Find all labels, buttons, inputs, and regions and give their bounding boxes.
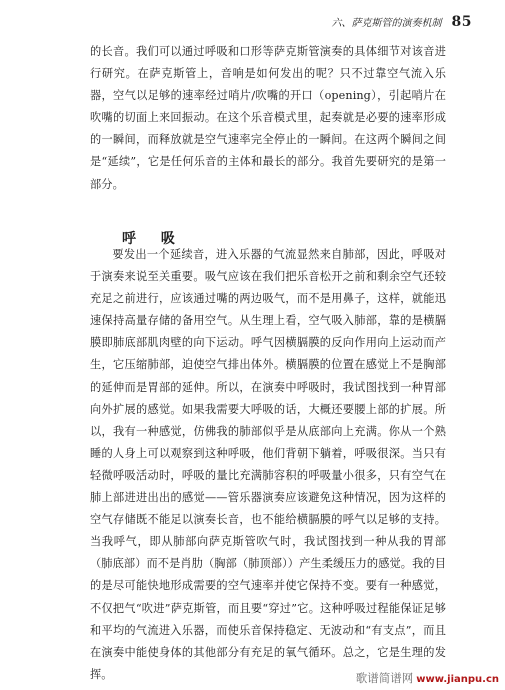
watermark-site-name: 歌谱简谱网: [355, 671, 414, 685]
paragraph: 要发出一个延续音，进入乐器的气流显然来自肺部，因此，呼吸对于演奏来说至关重要。吸气应该在我们把乐音松开之前和剩余空气还较充足之前进行，应该通过嘴的两边吸气，而不是用鼻子，这样，就能迅速保持高量存储的备用空气。从生理上看，空气吸入肺部，靠的是横膈膜即肺底部肌肉壁的向下运动。呼气因横膈膜的反向作用向上运动而产生，它压缩肺部，迫使空气排出体外。横膈膜的位置在感觉上不是胸部的延伸而是胃部的延伸。所以，在演奏中呼吸时，我试图找到一种胃部向外扩展的感觉。如果我需要大呼吸的话，大概还要腰上部的扩展。所以，我有一种感觉，仿佛我的肺部似乎是从底部向上充满。你从一个熟睡的人身上可以观察到这种呼吸，他们背朝下躺着，呼吸很深。当只有轻微呼吸活动时，呼吸的量比充满肺容积的呼吸量小很多，只有空气在肺上部进进出出的感觉——管乐器演奏应该避免这种情况，因为这样的空气存储既不能足以演奏长音，也不能给横膈膜的呼气以足够的支持。当我呼气，即从肺部向萨克斯管吹气时，我试图找到一种从我的胃部（肺底部）而不是肖肋（胸部（肺顶部））产生柔缓压力的感觉。我的目的是尽可能快地形成需要的空气速率并使它保持不变。要有一种感觉，不仅把气“吹进”萨克斯管，而且要“穿过”它。这种呼吸过程能保证足够和平均的气流进入乐器，而使乐音保持稳定、无波动和“有支点”，而且在演奏中能使身体的其他部分有充足的氧气循环。总之，它是生理的发挥。: [90, 248, 446, 681]
site-watermark: [356, 670, 499, 686]
watermark-url: www.jianpu.cn: [416, 674, 499, 685]
chapter-title: 六、萨克斯管的演奏机制: [331, 18, 442, 29]
page-number: 85: [451, 14, 472, 30]
paragraph: 的长音。我们可以通过呼吸和口形等萨克斯管演奏的具体细节对该音进行研究。在萨克斯管上，音响是如何发出的呢？只不过靠空气流入乐器，空气以足够的速率经过哨片/吹嘴的开口（opening），引起哨片在吹嘴的切面上来回振动。在这个乐音模式里，起奏就是必要的速率形成的一瞬间，而释放就是空气速率完全停止的一瞬间。在这两个瞬间之间是“延续”，它是任何乐音的主体和最长的部分。我首先要研究的是第一部分。: [90, 45, 446, 191]
section-heading: 呼 吸: [122, 231, 185, 247]
running-header: [332, 14, 472, 30]
body-text-bottom: [90, 244, 446, 686]
body-text-top: [90, 41, 446, 196]
